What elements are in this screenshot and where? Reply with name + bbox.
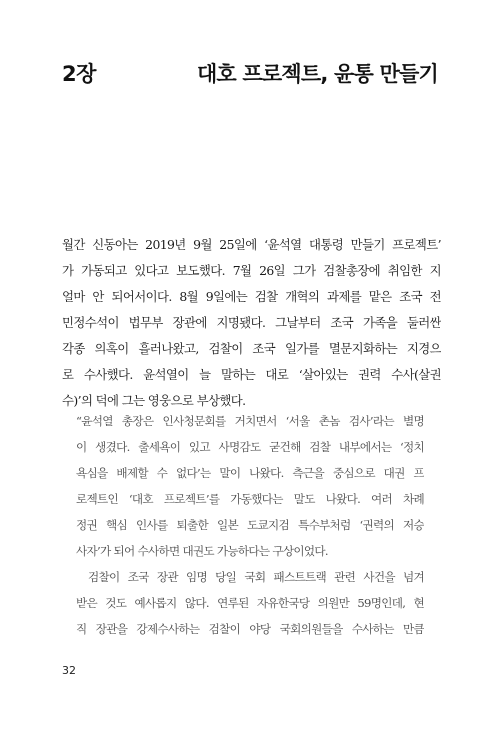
quote-line: 받은 것도 예사롭지 않다. 연루된 자유한국당 의원만 59명인데, 현 <box>76 596 424 610</box>
quote-line: 로젝트인 ‘대호 프로젝트’를 가동했다는 말도 나왔다. 여러 차례 <box>76 492 424 506</box>
quote-line: 정권 핵심 인사를 퇴출한 일본 도쿄지검 특수부처럼 ‘권력의 저승 <box>76 518 424 532</box>
body-paragraph <box>62 232 441 414</box>
body-line: 로 수사했다. 윤석열이 늘 말하는 대로 ‘살아있는 권력 수사(살권 <box>62 367 441 382</box>
body-line: 수)’의 덕에 그는 영웅으로 부상했다. <box>62 393 246 408</box>
body-line: 월간 신동아는 2019년 9월 25일에 ‘윤석열 대통령 만들기 프로젝트’ <box>62 237 441 252</box>
quoted-passage <box>76 408 424 642</box>
chapter-number: 2장 <box>62 62 96 86</box>
body-line: 각종 의혹이 흘러나왔고, 검찰이 조국 일가를 멸문지화하는 지경으 <box>62 341 441 356</box>
chapter-title: 대호 프로젝트, 윤통 만들기 <box>196 62 438 86</box>
quote-line: 이 생겼다. 출세욕이 있고 사명감도 굳건해 검찰 내부에서는 ‘정치 <box>76 440 424 454</box>
page-number: 32 <box>62 664 76 677</box>
body-line: 민정수석이 법무부 장관에 지명됐다. 그날부터 조국 가족을 둘러싼 <box>62 315 441 330</box>
body-line: 가 가동되고 있다고 보도했다. 7월 26일 그가 검찰총장에 취임한 지 <box>62 263 441 278</box>
quote-line: 직 장관을 강제수사하는 검찰이 야당 국회의원들을 수사하는 만큼 <box>76 622 424 636</box>
quote-line: 사자’가 되어 수사하면 대권도 가능하다는 구상이었다. <box>76 544 328 558</box>
quote-line: 욕심을 배제할 수 없다’는 말이 나왔다. 측근을 중심으로 대권 프 <box>76 466 424 480</box>
quote-line: “윤석열 총장은 인사청문회를 거치면서 ‘서울 촌놈 검사’라는 별명 <box>76 414 424 428</box>
quote-line: 검찰이 조국 장관 임명 당일 국회 패스트트랙 관련 사건을 넘겨 <box>88 570 424 584</box>
chapter-header <box>62 58 438 92</box>
body-line: 얼마 안 되어서이다. 8월 9일에는 검찰 개혁의 과제를 맡은 조국 전 <box>62 289 441 304</box>
